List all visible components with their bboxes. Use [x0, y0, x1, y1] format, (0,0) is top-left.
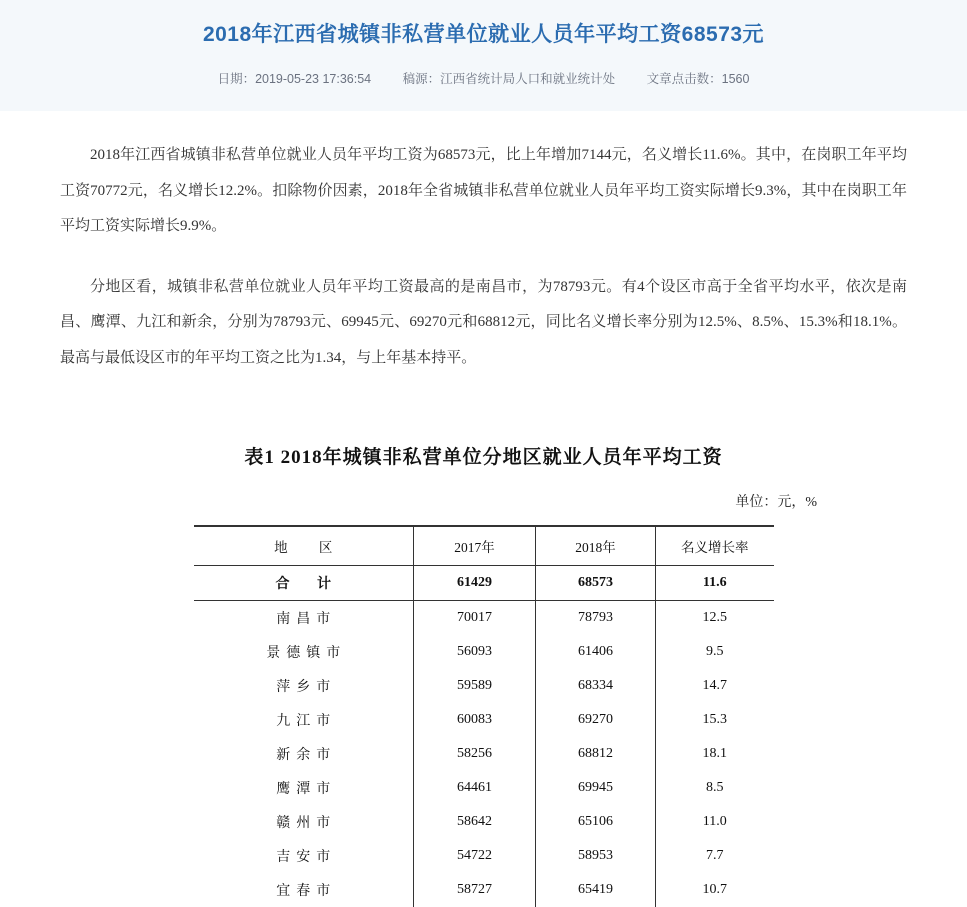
column-header-2017: 2017年 [414, 526, 536, 566]
cell-growth: 14.7 [656, 669, 774, 703]
cell-2017: 64461 [414, 771, 536, 805]
table-row [194, 669, 774, 703]
cell-2018: 69270 [536, 703, 656, 737]
cell-2018: 68573 [536, 565, 656, 600]
column-header-growth: 名义增长率 [656, 526, 774, 566]
table-row [194, 635, 774, 669]
table-row [194, 600, 774, 635]
wage-table [194, 525, 774, 907]
table-row [194, 737, 774, 771]
table-caption: 表1 2018年城镇非私营单位分地区就业人员年平均工资 [244, 446, 723, 468]
table-unit-label: 单位：元，% [735, 494, 817, 510]
article-body [0, 138, 967, 907]
table-row [194, 839, 774, 873]
cell-2018: 78793 [536, 600, 656, 635]
cell-growth: 15.3 [656, 703, 774, 737]
cell-2017: 60083 [414, 703, 536, 737]
cell-growth: 12.5 [656, 600, 774, 635]
cell-growth: 11.6 [656, 565, 774, 600]
cell-2017: 58256 [414, 737, 536, 771]
table-row [194, 565, 774, 600]
cell-region: 合 计 [194, 565, 414, 600]
cell-2018: 58953 [536, 839, 656, 873]
cell-2018: 61406 [536, 635, 656, 669]
table-row [194, 805, 774, 839]
cell-2018: 68812 [536, 737, 656, 771]
cell-region: 南昌市 [276, 611, 337, 627]
table-row [194, 703, 774, 737]
cell-2017: 70017 [414, 600, 536, 635]
cell-region: 鹰潭市 [276, 781, 337, 797]
cell-2017: 61429 [414, 565, 536, 600]
cell-growth: 9.5 [656, 635, 774, 669]
page-title: 2018年江西省城镇非私营单位就业人员年平均工资68573元 [202, 23, 765, 46]
cell-2018: 68334 [536, 669, 656, 703]
cell-growth: 11.0 [656, 805, 774, 839]
cell-2017: 59589 [414, 669, 536, 703]
cell-growth: 8.5 [656, 771, 774, 805]
cell-2017: 56093 [414, 635, 536, 669]
cell-region: 景德镇市 [266, 645, 347, 661]
paragraph-2: 分地区看，城镇非私营单位就业人员年平均工资最高的是南昌市，为78793元。有4个设区市高于全省平均水平，依次是南昌、鹰潭、九江和新余，分别为78793元、69945元、69270元和68812元，同比名义增长率分别为12.5%、8.5%、15.3%和18.1%。最高与最低设区市的年平均工资之比为1.34，与上年基本持平。 [60, 279, 907, 366]
cell-2018: 65419 [536, 873, 656, 907]
cell-growth: 7.7 [656, 839, 774, 873]
cell-growth: 18.1 [656, 737, 774, 771]
column-header-2018: 2018年 [536, 526, 656, 566]
article-header [0, 0, 967, 112]
paragraph-1: 2018年江西省城镇非私营单位就业人员年平均工资为68573元，比上年增加7144元，名义增长11.6%。其中，在岗职工年平均工资70772元，名义增长12.2%。扣除物价因素，2018年全省城镇非私营单位就业人员年平均工资实际增长9.3%，其中在岗职工年平均工资实际增长9.9%。 [60, 147, 907, 234]
cell-region: 赣州市 [276, 815, 337, 831]
view-count: 文章点击数：1560 [646, 72, 750, 87]
publish-date: 日期：2019-05-23 17:36:54 [217, 72, 372, 87]
table-row [194, 873, 774, 907]
cell-region: 新余市 [276, 747, 337, 763]
cell-region: 宜春市 [276, 883, 337, 899]
table-row [194, 771, 774, 805]
column-header-region: 地 区 [194, 526, 414, 566]
cell-2017: 58642 [414, 805, 536, 839]
cell-2017: 58727 [414, 873, 536, 907]
article-source: 稿源：江西省统计局人口和就业统计处 [402, 72, 616, 87]
cell-2018: 69945 [536, 771, 656, 805]
cell-region: 九江市 [276, 713, 337, 729]
cell-growth: 10.7 [656, 873, 774, 907]
cell-region: 吉安市 [276, 849, 337, 865]
cell-2017: 54722 [414, 839, 536, 873]
article-meta [0, 69, 967, 87]
cell-2018: 65106 [536, 805, 656, 839]
table-header-row [194, 526, 774, 566]
cell-region: 萍乡市 [276, 679, 337, 695]
